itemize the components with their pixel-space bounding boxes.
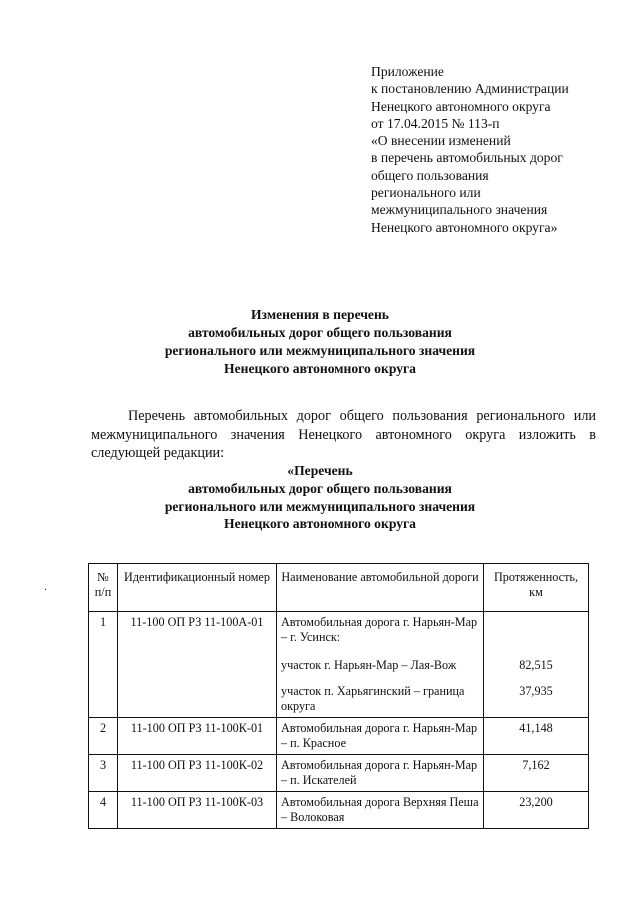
appendix-block (371, 63, 631, 236)
appendix-line: межмуниципального значения (371, 202, 548, 218)
row-name: Автомобильная дорога г. Нарьян-Мар – п. Искателей (277, 755, 484, 792)
appendix-line: Ненецкого автономного округа» (371, 219, 558, 235)
body-paragraph (91, 407, 596, 463)
row-length: 23,200 (484, 792, 589, 829)
document-title (0, 306, 640, 378)
road-name: Автомобильная дорога г. Нарьян-Мар – г. Усинск: (281, 615, 478, 644)
appendix-line: регионального или (371, 185, 481, 201)
table-row (89, 755, 589, 792)
row-num: 2 (89, 718, 118, 755)
subtitle-line: регионального или межмуниципального значения (164, 498, 476, 514)
appendix-line: в перечень автомобильных дорог (371, 150, 563, 166)
appendix-line: общего пользования (371, 167, 489, 183)
row-num: 1 (89, 612, 118, 718)
subtitle-line: автомобильных дорог общего пользования (188, 480, 452, 496)
row-id: 11-100 ОП РЗ 11-100К-03 (118, 792, 277, 829)
table-header-row (89, 564, 589, 612)
roads-table (88, 563, 589, 829)
table-row (89, 612, 589, 718)
row-name (277, 612, 484, 718)
appendix-line: к постановлению Администрации (371, 81, 569, 97)
row-name: Автомобильная дорога Верхняя Пеша – Волоковая (277, 792, 484, 829)
subtitle-line: Ненецкого автономного округа (224, 516, 416, 532)
segment-length: 82,515 (519, 658, 553, 672)
row-name: Автомобильная дорога г. Нарьян-Мар – п. Красное (277, 718, 484, 755)
segment-length: 37,935 (519, 684, 553, 698)
row-id: 11-100 ОП РЗ 11-100К-01 (118, 718, 277, 755)
table-row (89, 718, 589, 755)
title-line: регионального или межмуниципального значения (164, 343, 476, 358)
header-length: Протяженность, км (484, 564, 589, 612)
appendix-line: Приложение (371, 64, 444, 79)
row-num: 4 (89, 792, 118, 829)
list-title (0, 462, 640, 533)
row-id: 11-100 ОП РЗ 11-100К-02 (118, 755, 277, 792)
segment-name: участок г. Нарьян-Мар – Лая-Вож (281, 658, 457, 672)
appendix-line: Ненецкого автономного округа (371, 98, 551, 114)
header-id: Идентификационный номер (118, 564, 277, 612)
paragraph-text: Перечень автомобильных дорог общего пользования регионального или межмуниципального значения Ненецкого автономного округа изложить в следующей редакции: (91, 408, 596, 462)
header-name: Наименование автомобильной дороги (277, 564, 484, 612)
title-line: автомобильных дорог общего пользования (188, 325, 452, 340)
row-length: 7,162 (484, 755, 589, 792)
subtitle-line: «Перечень (287, 463, 353, 478)
appendix-line: «О внесении изменений (371, 133, 511, 149)
row-id: 11-100 ОП РЗ 11-100А-01 (118, 612, 277, 718)
title-line: Изменения в перечень (250, 307, 389, 322)
margin-mark: . (44, 579, 47, 593)
header-num: № п/п (89, 564, 118, 612)
row-length (484, 612, 589, 718)
appendix-line: от 17.04.2015 № 113-п (371, 115, 500, 131)
title-line: Ненецкого автономного округа (224, 361, 416, 376)
row-num: 3 (89, 755, 118, 792)
segment-name: участок п. Харьягинский – граница округа (281, 684, 465, 713)
table-row (89, 792, 589, 829)
row-length: 41,148 (484, 718, 589, 755)
